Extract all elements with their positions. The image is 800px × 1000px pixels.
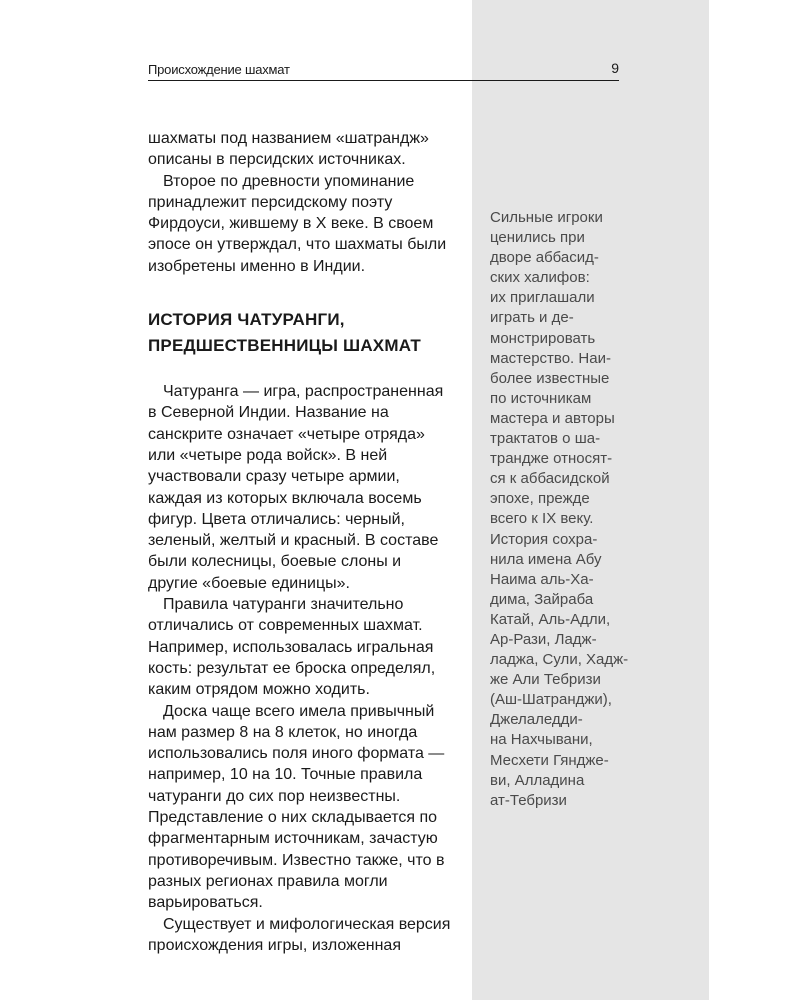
main-text-column: [148, 128, 453, 956]
paragraph-firdousi: Второе по древности упоминание принадлежит персидскому поэту Фирдоуси, жившему в X веке. В своем эпосе он утверждал, что шахматы были изобретены именно в Индии.: [148, 172, 447, 275]
sidebar-note-line: их приглашали: [490, 289, 595, 307]
sidebar-note-line: же Али Тебризи: [490, 671, 601, 689]
sidebar-note-line: играть и де-: [490, 309, 574, 327]
sidebar-note-line: (Аш-Шатранджи),: [490, 691, 612, 709]
sidebar-note: [490, 208, 660, 811]
sidebar-note-line: ладжа, Сули, Хадж-: [490, 651, 629, 669]
sidebar-note-line: ви, Алладина: [490, 771, 585, 789]
section-heading-line: ИСТОРИЯ ЧАТУРАНГИ,: [148, 310, 345, 330]
sidebar-note-line: Наима аль-Ха-: [490, 570, 594, 588]
sidebar-note-line: История сохра-: [490, 530, 598, 548]
paragraph-board: Доска чаще всего имела привычный нам размер 8 на 8 клеток, но иногда использовались поля иного формата — например, 10 на 10. Точные правила чатуранги до сих пор неизвестны. Представление о них складывается по фрагментарным источникам, зачастую противоречивым. Известно также, что в разных регионах правила могли варьироваться.: [148, 702, 445, 912]
sidebar-note-line: трандже относят-: [490, 450, 613, 468]
sidebar-note-line: эпохе, прежде: [490, 490, 590, 508]
sidebar-note-line: всего к IX веку.: [490, 510, 594, 528]
sidebar-note-line: более известные: [490, 369, 610, 387]
sidebar-note-line: по источникам: [490, 389, 592, 407]
sidebar-note-line: Джелаледди-: [490, 711, 583, 729]
section-heading-line: ПРЕДШЕСТВЕННИЦЫ ШАХМАТ: [148, 336, 421, 356]
sidebar-note-line: дима, Зайраба: [490, 590, 594, 608]
paragraph-continued: шахматы под названием «шатрандж» описаны в персидских источниках.: [148, 130, 429, 169]
sidebar-note-line: Ар-Рази, Ладж-: [490, 630, 597, 648]
page-number: 9: [611, 60, 619, 76]
sidebar-note-line: Катай, Аль-Адли,: [490, 610, 611, 628]
sidebar-note-line: монстрировать: [490, 329, 596, 347]
sidebar-note-line: нила имена Абу: [490, 550, 602, 568]
running-title: Происхождение шахмат: [148, 62, 290, 77]
running-header: [148, 60, 619, 81]
sidebar-note-line: Месхети Гяндже-: [490, 751, 609, 769]
sidebar-note-line: ся к аббасидской: [490, 470, 610, 488]
sidebar-note-line: дворе аббасид-: [490, 249, 599, 267]
sidebar-note-line: ценились при: [490, 229, 585, 247]
paragraph-chaturanga: Чатуранга — игра, распространенная в Северной Индии. Название на санскрите означает «четыре отряда» или «четыре рода войск». В ней участвовали сразу четыре армии, каждая из которых включала восемь фигур. Цвета отличались: черный, зеленый, желтый и красный. В составе были колесницы, боевые слоны и другие «боевые единицы».: [148, 383, 444, 592]
paragraph-rules: Правила чатуранги значительно отличались от современных шахмат. Например, использовалась игральная кость: результат ее броска определял, каким отрядом можно ходить.: [148, 596, 436, 699]
sidebar-note-line: Сильные игроки: [490, 209, 603, 226]
sidebar-note-line: ат-Тебризи: [490, 791, 567, 809]
section-heading: [148, 307, 453, 359]
paragraph-myth: Существует и мифологическая версия происхождения игры, изложенная: [148, 915, 451, 954]
sidebar-note-line: ских халифов:: [490, 269, 590, 287]
sidebar-note-line: мастера и авторы: [490, 409, 615, 427]
sidebar-note-line: трактатов о ша-: [490, 430, 601, 448]
sidebar-note-line: на Нахчывани,: [490, 731, 593, 749]
sidebar-note-line: мастерство. Наи-: [490, 349, 611, 367]
